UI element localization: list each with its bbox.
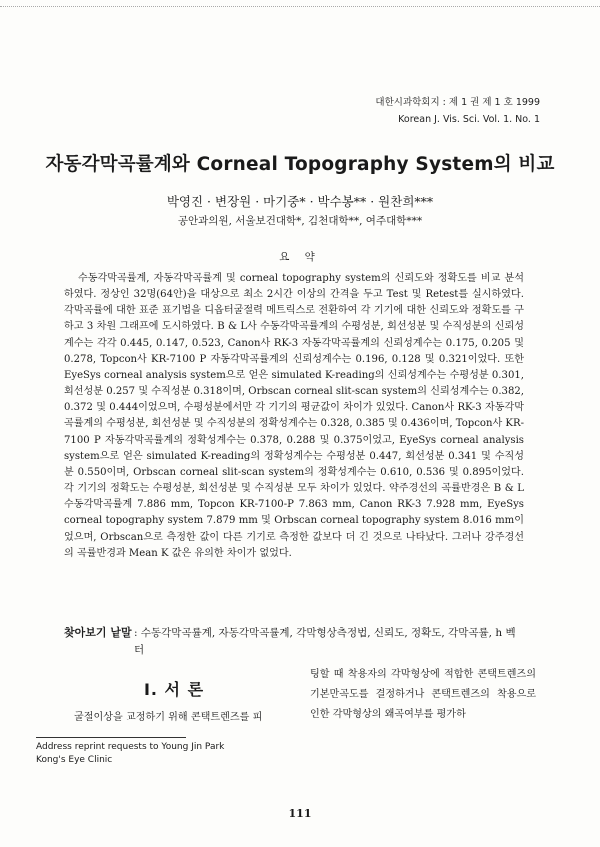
footnote-line-2: Kong's Eye Clinic [36, 755, 113, 765]
paper-title: 자동각막곡률계와 Corneal Topography System의 비교 [45, 154, 555, 175]
affiliations: 공안과의원, 서울보건대학*, 김천대학**, 여주대학*** [177, 215, 423, 227]
keywords-text: : 수동각막곡률계, 자동각막곡률계, 각막형상측정법, 신뢰도, 정확도, 각막곡률, h 벡터 [134, 627, 516, 656]
footnote-line-1: Address reprint requests to Young Jin Park [36, 742, 225, 752]
authors: 박영진 · 변장원 · 마기중* · 박수봉** · 원찬희*** [166, 194, 434, 209]
abstract-heading: 요 약 [279, 251, 321, 263]
keywords-label: 찾아보기 낱말 [64, 626, 132, 639]
journal-english: Korean J. Vis. Sci. Vol. 1. No. 1 [398, 114, 540, 125]
keywords [64, 624, 524, 659]
journal-header [375, 94, 540, 128]
footnote [36, 741, 224, 767]
intro-left-column: 굴절이상을 교정하기 위해 콘택트렌즈를 피 [74, 712, 263, 723]
abstract-body: 수동각막곡률계, 자동각막곡률계 및 corneal topography system의 신뢰도와 정확도를 비교 분석하였다. 정상인 32명(64안)을 대상으로 최소 2시간 이상의 간격을 두고 Test 및 Retest를 실시하였다. 각막곡률에 대한 표준 표기법을 디옵터굴절력 메트릭스로 전환하여 각 기기에 대한 신뢰도와 정확도를 구하고 3 차원 그래프에 도시하였다. B & L사 수동각막곡률계의 수평성분, 회선성분 및 수직성분의 신뢰성계수는 각각 0.445, 0.147, 0.523, Canon사 RK-3 자동각막곡률계의 신뢰성계수는 0.175, 0.205 및 0.278, Topcon사 KR-7100 P 자동각막곡률계의 신뢰성계수는 0.196, 0.128 및 0.321이었다. 또한 EyeSys corneal analysis system으로 얻은 simulated K-reading의 신뢰성계수는 수평성분 0.301, 회선성분 0.257 및 수직성분 0.318이며, Orbscan corneal slit-scan system의 신뢰성계수는 0.382, 0.372 및 0.444이었으며, 수평성분에서만 각 기기의 평균값이 차이가 있었다. Canon사 RK-3 자동각막곡률계의 수평성분, 회선성분 및 수직성분의 정확성계수는 0.328, 0.385 및 0.436이며, Topcon사 KR-7100 P 자동각막곡률계의 정확성계수는 0.378, 0.288 및 0.375이었고, EyeSys corneal analysis system으로 얻은 simulated K-reading의 정확성계수는 수평성분 0.447, 회선성분 0.341 및 수직성분 0.550이며, Orbscan corneal slit-scan system의 정확성계수는 0.610, 0.536 및 0.895이었다. 각 기기의 정확도는 수평성분, 회선성분 및 수직성분 모두 차이가 있었다. 약주경선의 곡률반경은 B & L 수동각막곡률계 7.886 mm, Topcon KR-7100-P 7.863 mm, Canon RK-3 7.928 mm, EyeSys corneal topography system 7.879 mm 및 Orbscan corneal topography system 8.016 mm이었으며, Orbscan으로 측정한 값이 다른 기기로 측정한 값보다 더 긴 것으로 나타났다. 그러나 강주경선의 곡률반경과 Mean K 값은 유의한 차이가 없었다. [64, 273, 525, 559]
footnote-rule [36, 737, 186, 738]
page-number: 111 [288, 807, 312, 820]
section-heading: I. 서 론 [143, 680, 205, 699]
journal-korean: 대한시과학회지 : 제 1 권 제 1 호 1999 [375, 97, 540, 108]
intro-right-column: 팅할 때 착용자의 각막형상에 적합한 콘택트렌즈의 기본만곡도를 결정하거나 콘택트렌즈의 착용으로 인한 각막형상의 왜곡여부를 평가하 [310, 669, 536, 720]
scan-edge [0, 0, 600, 7]
